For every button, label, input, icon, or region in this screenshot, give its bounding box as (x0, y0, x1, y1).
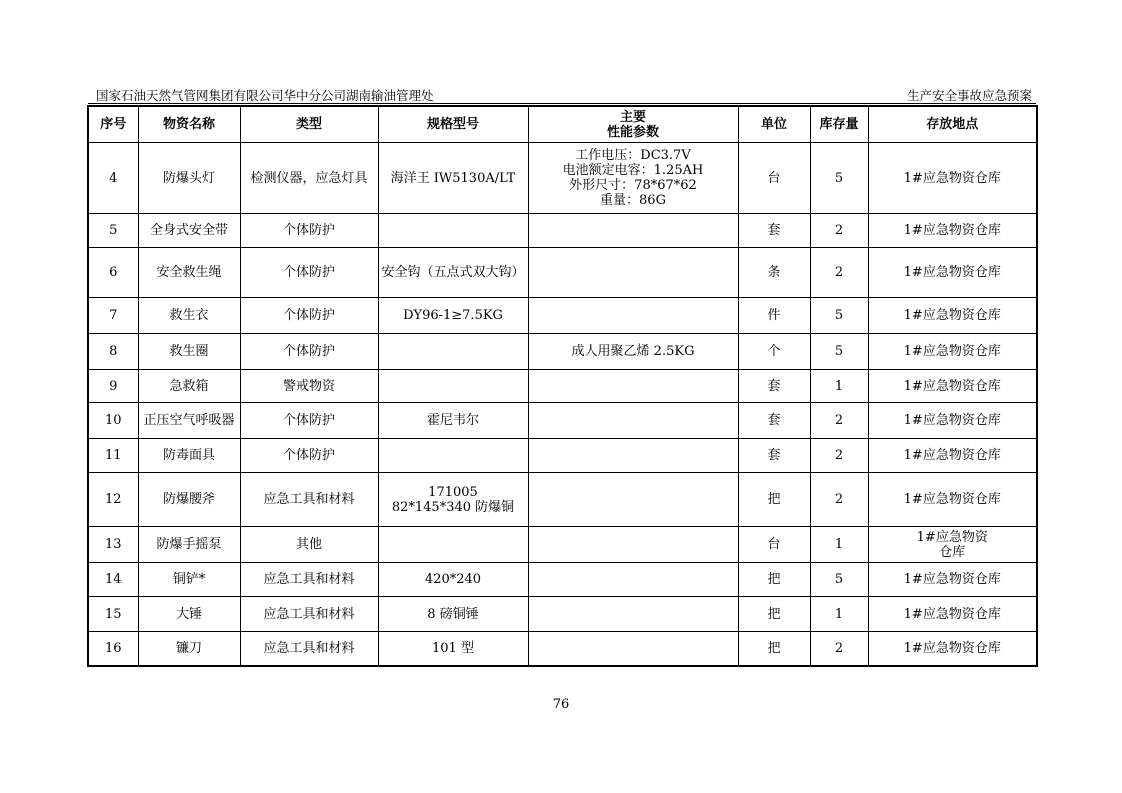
cell-unit: 把 (738, 632, 810, 666)
cell-seq: 5 (88, 214, 138, 248)
cell-spec (378, 403, 528, 439)
cell-performance (528, 298, 738, 334)
cell-type: 个体防护 (240, 214, 378, 248)
cell-location (868, 298, 1037, 334)
cell-unit: 台 (738, 527, 810, 563)
cell-location-line: 1#应急物资仓库 (903, 308, 1001, 323)
cell-location (868, 214, 1037, 248)
cell-performance (528, 439, 738, 473)
cell-type: 个体防护 (240, 248, 378, 298)
cell-location (868, 334, 1037, 370)
cell-performance (528, 214, 738, 248)
cell-seq: 13 (88, 527, 138, 563)
cell-unit: 台 (738, 143, 810, 214)
cell-location-line: 仓库 (939, 544, 966, 560)
col-header-location: 存放地点 (868, 106, 1037, 143)
cell-stock: 5 (810, 563, 868, 597)
cell-seq: 7 (88, 298, 138, 334)
cell-spec-line: 海洋王 IW5130A/LT (390, 170, 516, 186)
table-row (88, 597, 1037, 632)
document-org-header: 国家石油天然气管网集团有限公司华中分公司湖南输油管理处 (96, 88, 434, 103)
cell-spec (378, 370, 528, 403)
cell-seq: 14 (88, 563, 138, 597)
cell-name: 全身式安全带 (138, 214, 240, 248)
cell-performance-line: 重量：86G (600, 193, 666, 208)
cell-location-line: 1#应急物资仓库 (903, 344, 1001, 359)
cell-name: 防爆头灯 (138, 143, 240, 214)
cell-unit: 把 (738, 473, 810, 527)
cell-type: 其他 (240, 527, 378, 563)
cell-name: 防爆腰斧 (138, 473, 240, 527)
cell-location-line: 1#应急物资仓库 (903, 223, 1001, 238)
cell-name: 正压空气呼吸器 (138, 403, 240, 439)
col-header-seq: 序号 (88, 106, 138, 143)
cell-location-line: 1#应急物资仓库 (903, 492, 1001, 507)
table-row (88, 403, 1037, 439)
cell-location-line: 1#应急物资仓库 (903, 413, 1001, 428)
col-header-performance-line1: 主要 (619, 109, 646, 125)
cell-performance-line: 工作电压：DC3.7V (575, 148, 691, 163)
document-plan-title: 生产安全事故应急预案 (906, 88, 1032, 103)
col-header-spec: 规格型号 (378, 106, 528, 143)
cell-spec-line: 101 型 (432, 640, 474, 656)
cell-stock: 1 (810, 370, 868, 403)
cell-spec (378, 527, 528, 563)
cell-stock: 2 (810, 248, 868, 298)
cell-spec-line: 霍尼韦尔 (426, 413, 479, 428)
cell-unit: 把 (738, 563, 810, 597)
cell-spec (378, 597, 528, 632)
cell-seq: 9 (88, 370, 138, 403)
cell-stock: 2 (810, 473, 868, 527)
cell-stock: 1 (810, 597, 868, 632)
cell-seq: 15 (88, 597, 138, 632)
cell-spec (378, 563, 528, 597)
cell-location-line: 1#应急物资仓库 (903, 572, 1001, 587)
cell-performance (528, 248, 738, 298)
cell-spec (378, 214, 528, 248)
cell-performance (528, 632, 738, 666)
cell-location (868, 248, 1037, 298)
cell-stock: 5 (810, 298, 868, 334)
cell-performance (528, 527, 738, 563)
cell-name: 防毒面具 (138, 439, 240, 473)
cell-spec-line: 8 磅铜锤 (427, 606, 479, 622)
cell-type: 个体防护 (240, 334, 378, 370)
cell-unit: 条 (738, 248, 810, 298)
col-header-name: 物资名称 (138, 106, 240, 143)
table-row (88, 248, 1037, 298)
cell-location (868, 632, 1037, 666)
cell-name: 急救箱 (138, 370, 240, 403)
cell-spec (378, 334, 528, 370)
page-number: 76 (552, 697, 570, 712)
cell-location-line: 1#应急物资仓库 (903, 378, 1001, 394)
cell-spec-line: 82*145*340 防爆铜 (391, 499, 515, 515)
cell-stock: 5 (810, 334, 868, 370)
cell-performance (528, 334, 738, 370)
cell-seq: 6 (88, 248, 138, 298)
cell-type: 应急工具和材料 (240, 563, 378, 597)
cell-spec (378, 298, 528, 334)
cell-unit: 套 (738, 439, 810, 473)
cell-location-line: 1#应急物资仓库 (903, 640, 1001, 656)
cell-unit: 套 (738, 370, 810, 403)
col-header-unit: 单位 (738, 106, 810, 143)
cell-performance-line: 外形尺寸：78*67*62 (569, 178, 697, 193)
table-row (88, 214, 1037, 248)
cell-type: 个体防护 (240, 403, 378, 439)
cell-spec (378, 632, 528, 666)
table-row (88, 143, 1037, 214)
cell-name: 安全救生绳 (138, 248, 240, 298)
cell-unit: 把 (738, 597, 810, 632)
cell-name: 铜铲* (138, 563, 240, 597)
cell-type: 警戒物资 (240, 370, 378, 403)
cell-name: 镰刀 (138, 632, 240, 666)
cell-performance (528, 403, 738, 439)
table-header-row (88, 106, 1037, 143)
cell-spec-line: 420*240 (424, 572, 482, 587)
table-row (88, 527, 1037, 563)
cell-seq: 11 (88, 439, 138, 473)
cell-stock: 2 (810, 403, 868, 439)
cell-performance (528, 143, 738, 214)
cell-location (868, 370, 1037, 403)
cell-location (868, 403, 1037, 439)
cell-seq: 16 (88, 632, 138, 666)
cell-performance (528, 597, 738, 632)
cell-stock: 2 (810, 439, 868, 473)
col-header-performance-line2: 性能参数 (606, 124, 659, 140)
cell-unit: 套 (738, 403, 810, 439)
cell-spec (378, 439, 528, 473)
table-row (88, 439, 1037, 473)
cell-performance (528, 473, 738, 527)
cell-type: 应急工具和材料 (240, 597, 378, 632)
table-row (88, 632, 1037, 666)
cell-seq: 8 (88, 334, 138, 370)
col-header-performance (528, 106, 738, 143)
cell-location-line: 1#应急物资 (916, 529, 988, 545)
cell-type: 个体防护 (240, 439, 378, 473)
cell-location (868, 563, 1037, 597)
cell-location (868, 597, 1037, 632)
cell-spec (378, 473, 528, 527)
col-header-type: 类型 (240, 106, 378, 143)
cell-name: 救生圈 (138, 334, 240, 370)
cell-type: 应急工具和材料 (240, 473, 378, 527)
cell-type: 检测仪器，应急灯具 (240, 143, 378, 214)
cell-name: 防爆手摇泵 (138, 527, 240, 563)
cell-location-line: 1#应急物资仓库 (903, 448, 1001, 463)
cell-location (868, 439, 1037, 473)
cell-performance (528, 563, 738, 597)
cell-type: 应急工具和材料 (240, 632, 378, 666)
cell-stock: 1 (810, 527, 868, 563)
header-divider (88, 103, 1036, 104)
cell-performance-line: 成人用聚乙烯 2.5KG (571, 344, 695, 359)
cell-spec-line: DY96-1≥7.5KG (403, 308, 503, 323)
table-body (88, 143, 1037, 666)
cell-stock: 2 (810, 214, 868, 248)
cell-stock: 2 (810, 632, 868, 666)
cell-stock: 5 (810, 143, 868, 214)
cell-seq: 12 (88, 473, 138, 527)
cell-unit: 件 (738, 298, 810, 334)
cell-type: 个体防护 (240, 298, 378, 334)
cell-unit: 套 (738, 214, 810, 248)
table-row (88, 473, 1037, 527)
cell-location (868, 143, 1037, 214)
cell-location (868, 473, 1037, 527)
table-row (88, 370, 1037, 403)
col-header-stock: 库存量 (810, 106, 868, 143)
cell-spec-line: 安全钩（五点式双大钩） (381, 265, 525, 280)
cell-performance (528, 370, 738, 403)
emergency-supplies-table (87, 105, 1038, 667)
cell-spec (378, 248, 528, 298)
cell-unit: 个 (738, 334, 810, 370)
cell-location-line: 1#应急物资仓库 (903, 170, 1001, 186)
cell-spec-line: 171005 (428, 484, 478, 500)
cell-name: 救生衣 (138, 298, 240, 334)
cell-location-line: 1#应急物资仓库 (903, 606, 1001, 622)
cell-location-line: 1#应急物资仓库 (903, 265, 1001, 280)
cell-seq: 10 (88, 403, 138, 439)
cell-name: 大锤 (138, 597, 240, 632)
cell-location (868, 527, 1037, 563)
cell-seq: 4 (88, 143, 138, 214)
cell-spec (378, 143, 528, 214)
table-row (88, 563, 1037, 597)
table-row (88, 334, 1037, 370)
table-row (88, 298, 1037, 334)
cell-performance-line: 电池额定电容：1.25AH (562, 163, 704, 178)
